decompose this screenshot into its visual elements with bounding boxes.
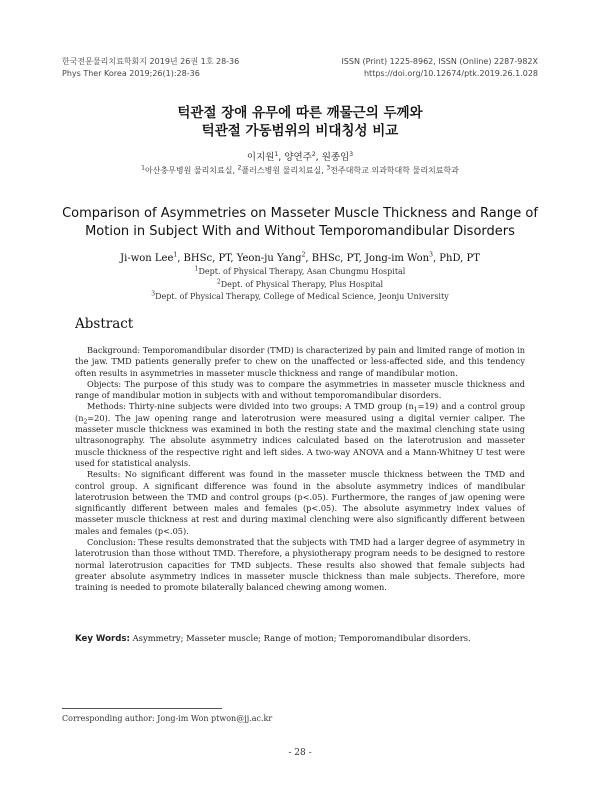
korean-author-3: 원종임 (321, 152, 350, 163)
english-author-2: Yeon-ju Yang (236, 253, 302, 264)
abstract-methods (75, 401, 525, 469)
english-author-1-degrees: , BHSc, PT, (177, 253, 237, 264)
corresponding-author-footnote: Corresponding author: Jong-im Won ptwon@jj.ac.kr (62, 714, 273, 723)
english-affil-2 (0, 279, 600, 292)
keywords (75, 633, 535, 644)
korean-title-line-1: 턱관절 장애 유무에 따른 깨물근의 두께와 (177, 105, 423, 121)
footnote-divider (62, 708, 222, 709)
affil-sup-2: 2 (237, 164, 242, 172)
english-author-3-sup: 3 (429, 251, 433, 259)
abstract-body (75, 345, 525, 594)
abstract-conclusion: Conclusion: These results demonstrated that the subjects with TMD had a larger degree of asymmetry in laterotrusion than those without TMD. Therefore, a physiotherapy program needs to be designed to restore normal laterotrusion capacities for TMD subjects. These results also showed that female subjects had greater absolute asymmetry indices in masseter muscle thickness than male subjects. Therefore, more training is needed to promote bilaterally balanced chewing among women. (75, 537, 525, 593)
korean-title-line-2: 턱관절 가동범위의 비대칭성 비교 (201, 123, 399, 139)
english-affiliations (0, 266, 600, 304)
methods-part-b: =19) and a control group (n (75, 401, 525, 423)
page-number: - 28 - (288, 748, 312, 758)
korean-author-1-sup: 1 (274, 150, 279, 158)
journal-english-citation: Phys Ther Korea 2019;26(1):28-36 (62, 69, 200, 78)
english-affil-2-text: Dept. of Physical Therapy, Plus Hospital (220, 279, 384, 289)
author-separator: , (278, 152, 285, 163)
english-author-3-degrees: , PhD, PT (432, 253, 480, 264)
english-affil-3-text: Dept. of Physical Therapy, College of Medical Science, Jeonju University (155, 292, 449, 301)
english-authors (0, 253, 600, 264)
doi-link[interactable]: https://doi.org/10.12674/ptk.2019.26.1.028 (363, 69, 538, 78)
korean-affil-1: 아산충무병원 물리치료실, (144, 166, 238, 175)
korean-author-2-sup: 2 (311, 150, 316, 158)
abstract-objects: Objects: The purpose of this study was to compare the asymmetries in masseter muscle thickness and range of mandibular motion in subjects with and without temporomandibular disorders. (75, 378, 525, 401)
affil-sup-2: 2 (216, 277, 221, 285)
methods-sub-1: 1 (413, 407, 418, 415)
english-affil-3 (0, 291, 600, 304)
korean-title (0, 104, 600, 140)
affil-sup-3: 3 (326, 164, 331, 172)
english-author-1-sup: 1 (173, 251, 178, 259)
affil-sup-3: 3 (151, 290, 156, 298)
english-title (40, 205, 560, 241)
keywords-text: Asymmetry; Masseter muscle; Range of motion; Temporomandibular disorders. (129, 633, 471, 643)
abstract-background: Background: Temporomandibular disorder (TMD) is characterized by pain and limited range of motion in the jaw. TMD patients generally prefer to chew on the unaffected or less-affected side, and this tendency often results in asymmetries in masseter muscle thickness and range of mandibular motion. (75, 345, 525, 378)
author-separator: , (315, 152, 322, 163)
korean-affil-3: 전주대학교 의과학대학 물리치료학과 (330, 166, 459, 175)
abstract-heading: Abstract (75, 316, 134, 332)
affil-sup-1: 1 (141, 164, 145, 172)
english-author-2-degrees: , BHSc, PT, (305, 253, 365, 264)
english-affil-1 (0, 266, 600, 279)
korean-author-3-sup: 3 (349, 150, 354, 158)
korean-author-2: 양연주 (284, 152, 312, 163)
methods-part-c: =20). The jaw opening range and laterotrusion were measured using a digital vernier caliper. The masseter muscle thickness was examined in both the resting state and the maximal clenching state using ultrasonography. The absolute asymmetry indices calculated based on the laterotrusion and masseter muscle thickness of the respective right and left sides. A two-way ANOVA and a Mann-Whitney U test were used for statistical analysis. (75, 412, 525, 468)
korean-author-1: 이지원 (246, 152, 275, 163)
methods-sub-2: 2 (83, 418, 88, 426)
english-author-1: Ji-won Lee (120, 253, 174, 264)
journal-korean-citation: 한국전문물리치료학회지 2019년 26권 1호 28-36 (62, 57, 240, 66)
english-author-2-sup: 2 (301, 251, 306, 259)
abstract-results: Results: No significant different was found in the masseter muscle thickness between the TMD and control group. A significant difference was found in the absolute asymmetry indices of mandibular laterotrusion between the TMD and control groups (p<.05). Furthermore, the ranges of jaw opening were significantly different between males and females (p<.05). The absolute asymmetry index values of masseter muscle thickness at rest and during maximal clenching were also significantly different between males and females (p<.05). (75, 469, 525, 536)
korean-affiliations (0, 165, 600, 176)
english-title-line-1: Comparison of Asymmetries on Masseter Muscle Thickness and Range of (62, 206, 538, 221)
korean-affil-2: 플러스병원 물리치료실, (241, 166, 327, 175)
english-author-3: Jong-im Won (364, 253, 430, 264)
keywords-label: Key Words: (75, 634, 130, 644)
english-affil-1-text: Dept. of Physical Therapy, Asan Chungmu Hospital (198, 267, 406, 276)
page-header (62, 56, 538, 80)
methods-part-a: Methods: Thirty-nine subjects were divided into two groups: A TMD group (n (87, 401, 414, 412)
affil-sup-1: 1 (194, 265, 199, 273)
korean-authors (0, 149, 600, 163)
english-title-line-2: Motion in Subject With and Without Temporomandibular Disorders (85, 224, 515, 239)
issn-line: ISSN (Print) 1225-8962, ISSN (Online) 2287-982X (341, 57, 538, 66)
